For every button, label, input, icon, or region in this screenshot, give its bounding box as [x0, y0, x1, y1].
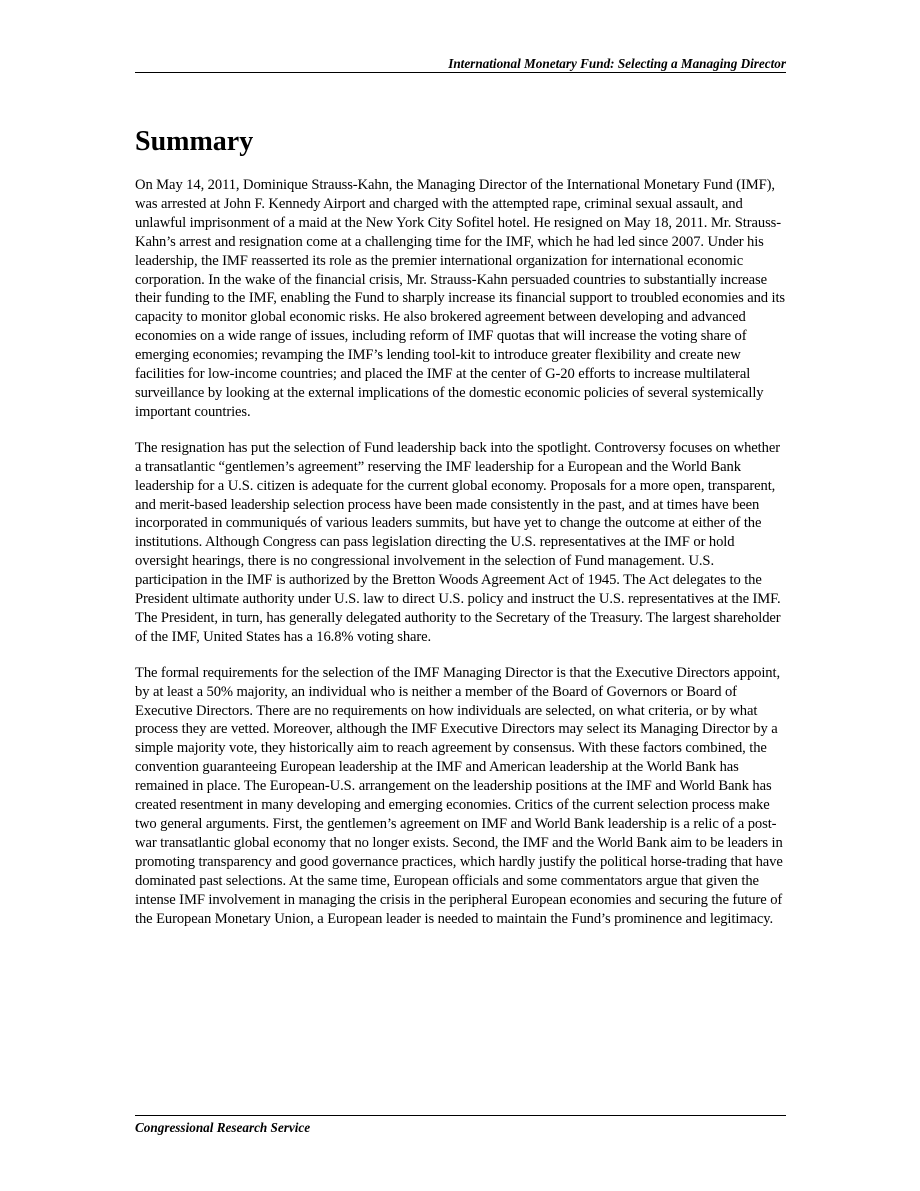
paragraph: The formal requirements for the selection of the IMF Managing Director is that the Executive Directors appoint, by at least a 50% majority, an individual who is neither a member of the Board of Governors or Board of Executive Directors. There are no requirements on how individuals are selected, on what criteria, or by what process they are vetted. Moreover, although the IMF Executive Directors may select its Managing Director by a simple majority vote, they historically aim to reach agreement by consensus. With these factors combined, the convention guaranteeing European leadership at the IMF and American leadership at the World Bank has remained in place. The European-U.S. arrangement on the leadership positions at the IMF and World Bank has created resentment in many developing and emerging economies. Critics of the current selection process make two general arguments. First, the gentlemen’s agreement on IMF and World Bank leadership is a relic of a post-war transatlantic global economy that no longer exists. Second, the IMF and the World Bank aim to be leaders in promoting transparency and good governance practices, which hardly justify the political horse-trading that have dominated past selections. At the same time, European officials and some commentators argue that given the intense IMF involvement in managing the crisis in the peripheral European economies and securing the future of the European Monetary Union, a European leader is needed to maintain the Fund’s prominence and legitimacy.	[135, 664, 783, 927]
footer-divider	[135, 1115, 786, 1116]
running-header: International Monetary Fund: Selecting a Managing Director	[448, 56, 786, 71]
running-footer: Congressional Research Service	[135, 1120, 311, 1135]
summary-body	[135, 176, 786, 945]
section-title: Summary	[135, 126, 254, 157]
paragraph: The resignation has put the selection of Fund leadership back into the spotlight. Controversy focuses on whether a transatlantic “gentlemen’s agreement” reserving the IMF leadership for a European and the World Bank leadership for a U.S. citizen is adequate for the current global economy. Proposals for a more open, transparent, and merit-based leadership selection process have been made consistently in the past, and at times have been incorporated in communiqués of various leaders summits, but have yet to change the outcome at either of the institutions. Although Congress can pass legislation directing the U.S. representatives at the IMF or hold oversight hearings, there is no congressional involvement in the selection of Fund management. U.S. participation in the IMF is authorized by the Bretton Woods Agreement Act of 1945. The Act delegates to the President ultimate authority under U.S. law to direct U.S. policy and instruct the U.S. representatives at the IMF. The President, in turn, has generally delegated authority to the Secretary of the Treasury. The largest shareholder of the IMF, United States has a 16.8% voting share.	[135, 439, 781, 645]
paragraph: On May 14, 2011, Dominique Strauss-Kahn, the Managing Director of the International Monetary Fund (IMF), was arrested at John F. Kennedy Airport and charged with the attempted rape, criminal sexual assault, and unlawful imprisonment of a maid at the New York City Sofitel hotel. He resigned on May 18, 2011. Mr. Strauss-Kahn’s arrest and resignation come at a challenging time for the IMF, which he had led since 2007. Under his leadership, the IMF reasserted its role as the premier international organization for international economic corporation. In the wake of the financial crisis, Mr. Strauss-Kahn persuaded countries to substantially increase their funding to the IMF, enabling the Fund to sharply increase its financial support to troubled economies and its capacity to monitor global economic risks. He also brokered agreement between developing and advanced economies on a wide range of issues, including reform of IMF quotas that will increase the voting share of emerging economies; revamping the IMF’s lending tool-kit to introduce greater flexibility and create new facilities for low-income countries; and placed the IMF at the center of G-20 efforts to increase multilateral surveillance by looking at the external implications of the domestic economic policies of several systemically important countries.	[135, 177, 786, 420]
header-divider	[135, 72, 786, 73]
